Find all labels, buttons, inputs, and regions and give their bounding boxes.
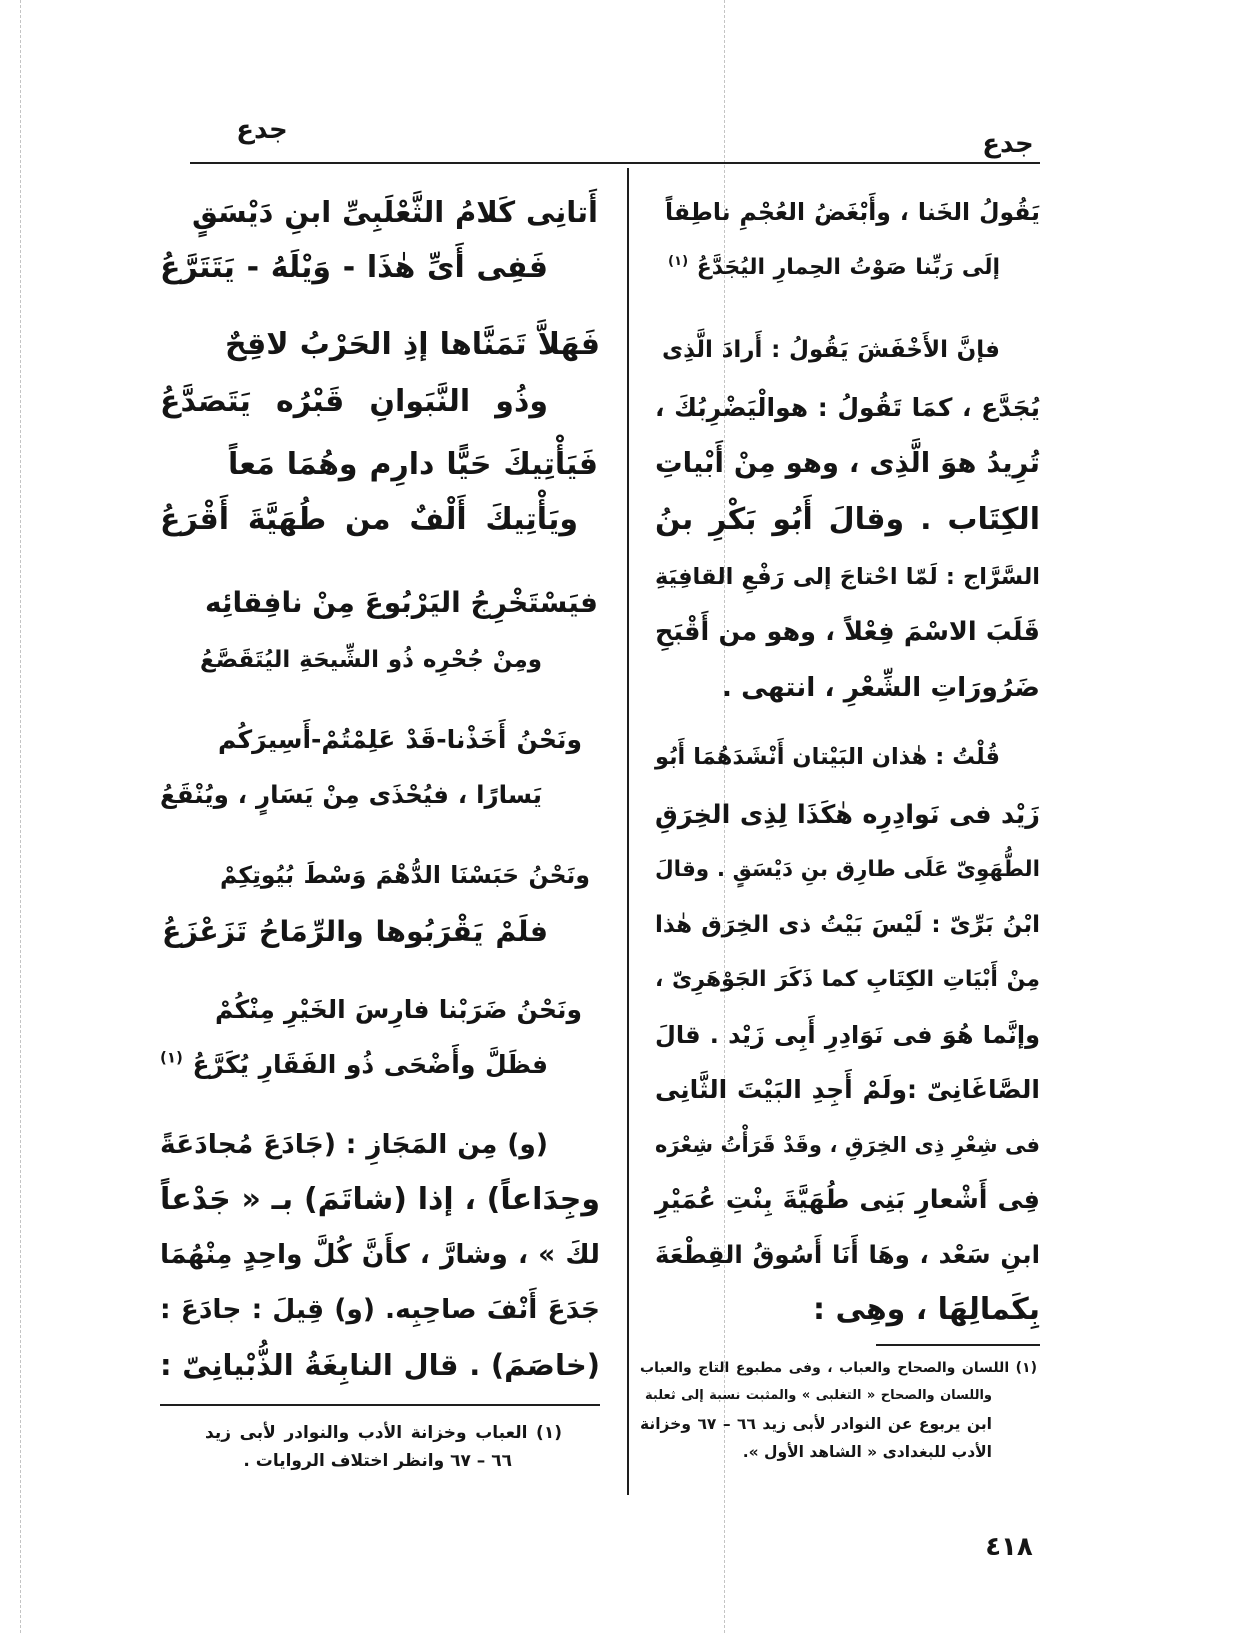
prose-line: (خاصَمَ) . قال النابِغَةُ الذُّبْيانِىّ : [160,1348,600,1382]
verse-line [162,909,548,955]
footnote-line: الأدب للبغدادى « الشاهد الأول ». [742,1443,992,1461]
prose-line: زَيْد فى نَوادِرِه هٰكَذَا لِذِى الخِرَقِ [655,800,1040,830]
prose-line: (و) مِن المَجَازِ : (جَادَعَ مُجادَعَةً [160,1129,548,1160]
verse-line [215,987,582,1033]
verse-line [160,1042,548,1088]
footnote-line: (١) العباب وخزانة الأدب والنوادر لأبى زيد [205,1423,562,1443]
verse-line [225,322,600,368]
footnote-line: ابن يربوع عن النوادر لأبى زيد ٦٦ – ٦٧ وخزانة [640,1415,992,1433]
prose-line: وإنَّما هُوَ فى نَوَادِرِ أَبِى زَيْد . قالَ [655,1021,1040,1049]
prose-line: ابنِ سَعْد ، وهَا أَنَا أَسُوقُ القِطْعَةَ [655,1240,1040,1269]
prose-line: فِى أَشْعارِ بَنِى طُهَيَّةَ بِنْتِ عُمَيْرِ [655,1185,1040,1215]
prose-line: تُرِيدُ هوَ الَّذِى ، وهو مِنْ أَبْياتِ [655,447,1040,479]
footnote-ref: (١) [160,1048,183,1067]
verse-text: فَفِى أَىِّ هٰذَا - وَيْلَهُ - يَتَتَرَّعُ [160,250,548,285]
verse-text: يَقُولُ الخَنا ، وأَبْغَضُ العُجْمِ ناطِقاً [665,198,1040,226]
prose-line: السَّرَّاج : لَمّا احْتاجَ إلى رَفْعِ القافِيَةِ [655,564,1040,590]
verse-line [200,637,542,683]
footnote-line: (١) اللسان والصحاح والعباب ، وفى مطبوع التاج والعباب [640,1360,1037,1376]
prose-line: قَلَبَ الاسْمَ فِعْلاً ، وهو من أَقْبَحِ [655,617,1040,647]
prose-line: الصَّاغَانِىّ :ولَمْ أَجِدِ البَيْتَ الثَّانِى [655,1075,1040,1104]
verse-text: يَسارًا ، فيُحْذَى مِنْ يَسَارٍ ، ويُنْقَعُ [160,780,542,809]
verse-line [160,379,548,425]
verse-text: ونَحْنُ أَخَذْنا-قَدْ عَلِمْتُمْ-أَسِيرَكُم [218,725,582,754]
verse-text: إلَى رَبِّنا صَوْتُ الحِمارِ اليُجَدَّعُ [696,255,1000,280]
verse-line [668,245,1000,291]
verse-text: ومِنْ جُحْرِه ذُو الشِّيحَةِ اليُتَقَصَّعُ [200,647,542,673]
prose-line: فى شِعْرِ ذِى الخِرَقِ ، وقَدْ قَرَأْتُ شِعْرَه [655,1133,1040,1157]
header-rule [190,162,1040,164]
verse-line [192,189,598,235]
prose-line: فإنَّ الأَخْفَشَ يَقُولُ : أَرادَ الَّذِى [662,337,1000,363]
prose-line: يُجَدَّع ، كمَا تَقُولُ : هوالْيَضْرِبُكَ ، [655,393,1040,422]
verse-text: فَهَلاَّ تَمَنَّاها إذِ الحَرْبُ لاقِحٌ [225,327,600,362]
verse-line [160,497,578,543]
prose-line: لكَ » ، وشارَّ ، كأَنَّ كُلَّ واحِدٍ مِنْهُمَا [160,1239,600,1270]
prose-line: قُلْتُ : هٰذان البَيْتان أَنْشَدَهُمَا أَبُو [655,744,1000,770]
verse-text: أَتانِى كَلامُ الثَّعْلَبِىِّ ابنِ دَيْسَقٍ [192,195,598,229]
footnote-rule [876,1344,1040,1346]
prose-line: ضَرُورَاتِ الشِّعْرِ ، انتهى . [721,672,1040,703]
prose-line: وجِدَاعاً) ، إذا (شاتَمَ) بـ « جَدْعاً [160,1182,600,1217]
verse-text: ونَحْنُ ضَرَبْنا فارِسَ الخَيْرِ مِنْكُمْ [215,995,582,1024]
scan-artifact-line [20,0,21,1633]
verse-text: فيَسْتَخْرِجُ اليَرْبُوعَ مِنْ نافِقائِه [205,586,598,619]
verse-text: ويَأْتِيكَ أَلْفٌ من طُهَيَّةَ أَقْرَعُ [160,502,578,537]
verse-text: ونَحْنُ حَبَسْنَا الدُّهْمَ وَسْطَ بُيُوتِكِمْ [220,861,590,889]
verse-line [665,189,1040,235]
prose-line: مِنْ أَبْيَاتِ الكِتَابِ كما ذَكَرَ الجَوْهَرِىّ ، [655,967,1040,992]
running-head-left: جدع [236,115,288,145]
footnote-ref: (١) [668,253,689,269]
verse-line [228,442,598,488]
prose-line: ابْنُ بَرِّىّ : لَيْسَ بَيْتُ ذى الخِرَق هٰذا [655,912,1040,938]
running-head-right: جدع [982,129,1034,159]
verse-text: فَيَأْتِيكَ حَيًّا دارِم وهُمَا مَعاً [228,447,598,482]
verse-line [218,717,582,763]
verse-text: فظَلَّ وأَضْحَى ذُو الفَقَارِ يُكَرَّعُ [192,1050,548,1079]
prose-line: بِكَمالِهَا ، وهِى : [813,1292,1040,1327]
verse-text: فلَمْ يَقْرَبُوها والرِّمَاحُ تَزَعْزَعُ [162,915,548,948]
column-divider [627,168,629,1495]
prose-line: الطُّهَوِىّ عَلَى طارِق بنِ دَيْسَقٍ . وقالَ [655,857,1040,882]
verse-line [160,772,542,818]
verse-line [220,852,590,898]
verse-line [205,580,598,626]
footnote-rule [160,1404,600,1406]
prose-line: الكِتَاب . وقالَ أَبُو بَكْرِ بنُ [655,502,1040,537]
footnote-line: واللسان والصحاح « التغلبى » والمثبت نسبة إلى ثعلبة [645,1388,992,1403]
verse-text: وذُو النَّبَوانِ قَبْرُه يَتَصَدَّعُ [160,384,548,419]
page-number: ٤١٨ [985,1532,1033,1562]
verse-line [160,245,548,291]
prose-line: جَدَعَ أَنْفَ صاحِبِه. (و) قِيلَ : جادَعَ : [160,1294,600,1325]
footnote-line: ٦٦ – ٦٧ وانظر اختلاف الروايات . [243,1451,512,1471]
